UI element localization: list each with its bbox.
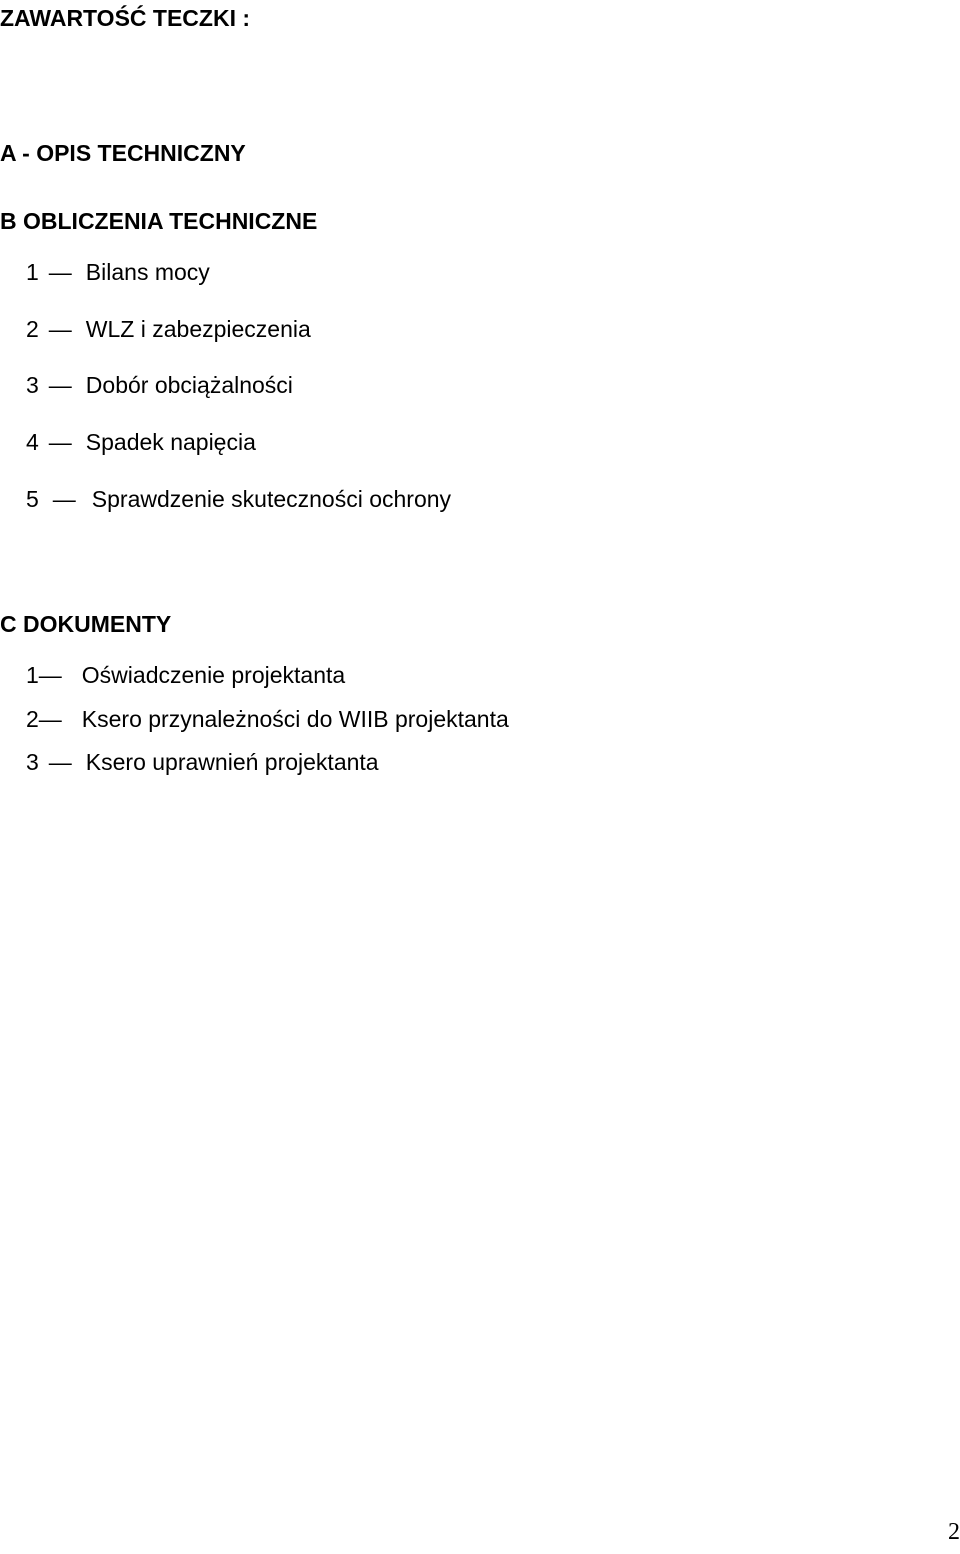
- page-number: 2: [948, 1519, 960, 1545]
- item-number: 2: [26, 316, 39, 342]
- item-number: 2: [26, 706, 39, 732]
- list-item: [26, 371, 293, 399]
- list-item: [26, 258, 210, 286]
- item-number: 3: [26, 749, 39, 775]
- item-dash: —: [38, 662, 62, 688]
- item-number: 1: [26, 259, 39, 285]
- section-b-heading: B OBLICZENIA TECHNICZNE: [0, 208, 318, 234]
- item-text: WLZ i zabezpieczenia: [85, 316, 311, 342]
- item-text: Sprawdzenie skuteczności ochrony: [91, 486, 452, 512]
- list-item: [26, 315, 311, 343]
- item-number: 5: [26, 486, 39, 512]
- document-title: ZAWARTOŚĆ TECZKI :: [0, 5, 251, 31]
- section-c-heading: C DOKUMENTY: [0, 611, 172, 637]
- section-a-heading: A - OPIS TECHNICZNY: [0, 140, 246, 166]
- item-number: 1: [26, 662, 39, 688]
- item-dash: —: [48, 259, 72, 285]
- list-item: [26, 748, 379, 776]
- item-dash: —: [52, 486, 76, 512]
- item-number: 4: [26, 429, 39, 455]
- item-text: Oświadczenie projektanta: [81, 662, 346, 688]
- item-dash: —: [38, 706, 62, 732]
- item-number: 3: [26, 372, 39, 398]
- item-text: Bilans mocy: [85, 259, 210, 285]
- item-text: Ksero uprawnień projektanta: [85, 749, 379, 775]
- item-text: Spadek napięcia: [85, 429, 256, 455]
- item-dash: —: [48, 316, 72, 342]
- item-text: Ksero przynależności do WIIB projektanta: [81, 706, 509, 732]
- item-dash: —: [48, 749, 72, 775]
- item-text: Dobór obciążalności: [85, 372, 293, 398]
- item-dash: —: [48, 429, 72, 455]
- list-item: [26, 661, 345, 689]
- list-item: [26, 428, 256, 456]
- list-item: [26, 485, 451, 513]
- item-dash: —: [48, 372, 72, 398]
- list-item: [26, 705, 509, 733]
